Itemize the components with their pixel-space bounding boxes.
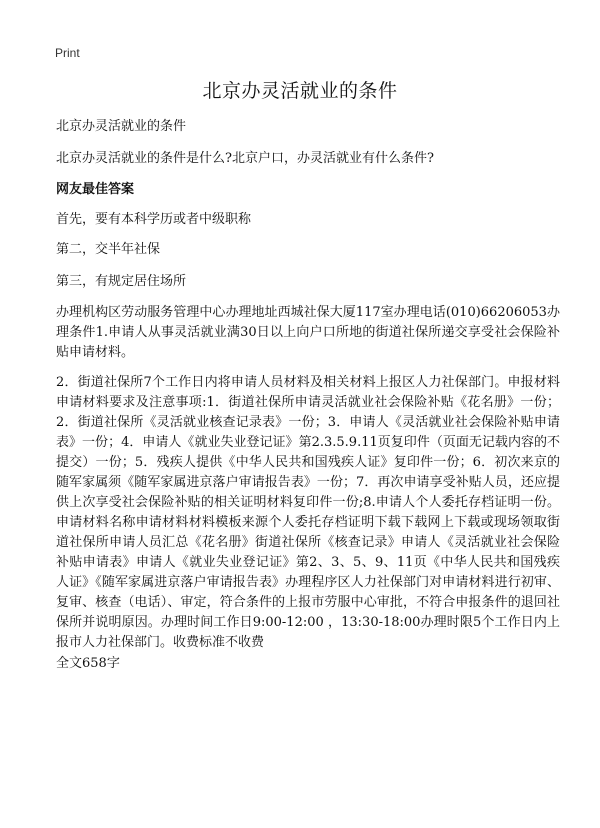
process-paragraph: 2．街道社保所7个工作日内将申请人员材料及相关材料上报区人力社保部门。申报材料申请材料要求及注意事项:1．街道社保所申请灵活就业社会保险补贴《花名册》一份；2．街道社保所《灵活就业核查记录表》一份；3．申请人《灵活就业社会保险补贴申请表》一份；4．申请人《就业失业登记证》第2.3.5.9.11页复印件（页面无记载内容的不提交）一份；5．残疾人提供《中华人民共和国残疾人证》复印件一份；6．初次来京的随军家属须《随军家属进京落户审请报告表》一份；7．再次申请享受补贴人员，还应提供上次享受社会保险补贴的相关证明材料复印件一份;8.申请人个人委托存档证明一份。申请材料名称申请材料材料模板来源个人委托存档证明下载下载网上下载或现场领取街道社保所申请人员汇总《花名册》街道社保所《核查记录》申请人《灵活就业社会保险补贴申请表》申请人《就业失业登记证》第2、3、5、9、11页《中华人民共和国残疾人证》《随军家属进京落户审请报告表》办理程序区人力社保部门对申请材料进行初审、复审、核查（电话）、审定，符合条件的上报市劳服中心审批，不符合申报条件的退回社保所并说明原因。办理时间工作日9:00-12:00 ，13:30-18:00办理时限5个工作日内上报市人力社保部门。收费标准不收费 xyxy=(56,375,560,650)
print-label: Print xyxy=(55,46,80,60)
answer-third-point: 第三，有规定居住场所 xyxy=(56,274,187,289)
subtitle-text: 北京办灵活就业的条件 xyxy=(56,119,187,134)
answer-first-point: 首先，要有本科学历或者中级职称 xyxy=(56,212,252,227)
page-title: 北京办灵活就业的条件 xyxy=(202,80,398,102)
word-count: 全文658字 xyxy=(56,656,120,671)
best-answer-heading: 网友最佳答案 xyxy=(56,182,135,197)
answer-second-point: 第二，交半年社保 xyxy=(56,242,161,257)
agency-paragraph: 办理机构区劳动服务管理中心办理地址西城社保大厦117室办理电话(010)66206053办理条件1.申请人从事灵活就业满30日以上向户口所地的街道社保所递交享受社会保险补贴申请材料。 xyxy=(56,305,560,360)
question-text: 北京办灵活就业的条件是什么?北京户口，办灵活就业有什么条件? xyxy=(56,151,434,166)
